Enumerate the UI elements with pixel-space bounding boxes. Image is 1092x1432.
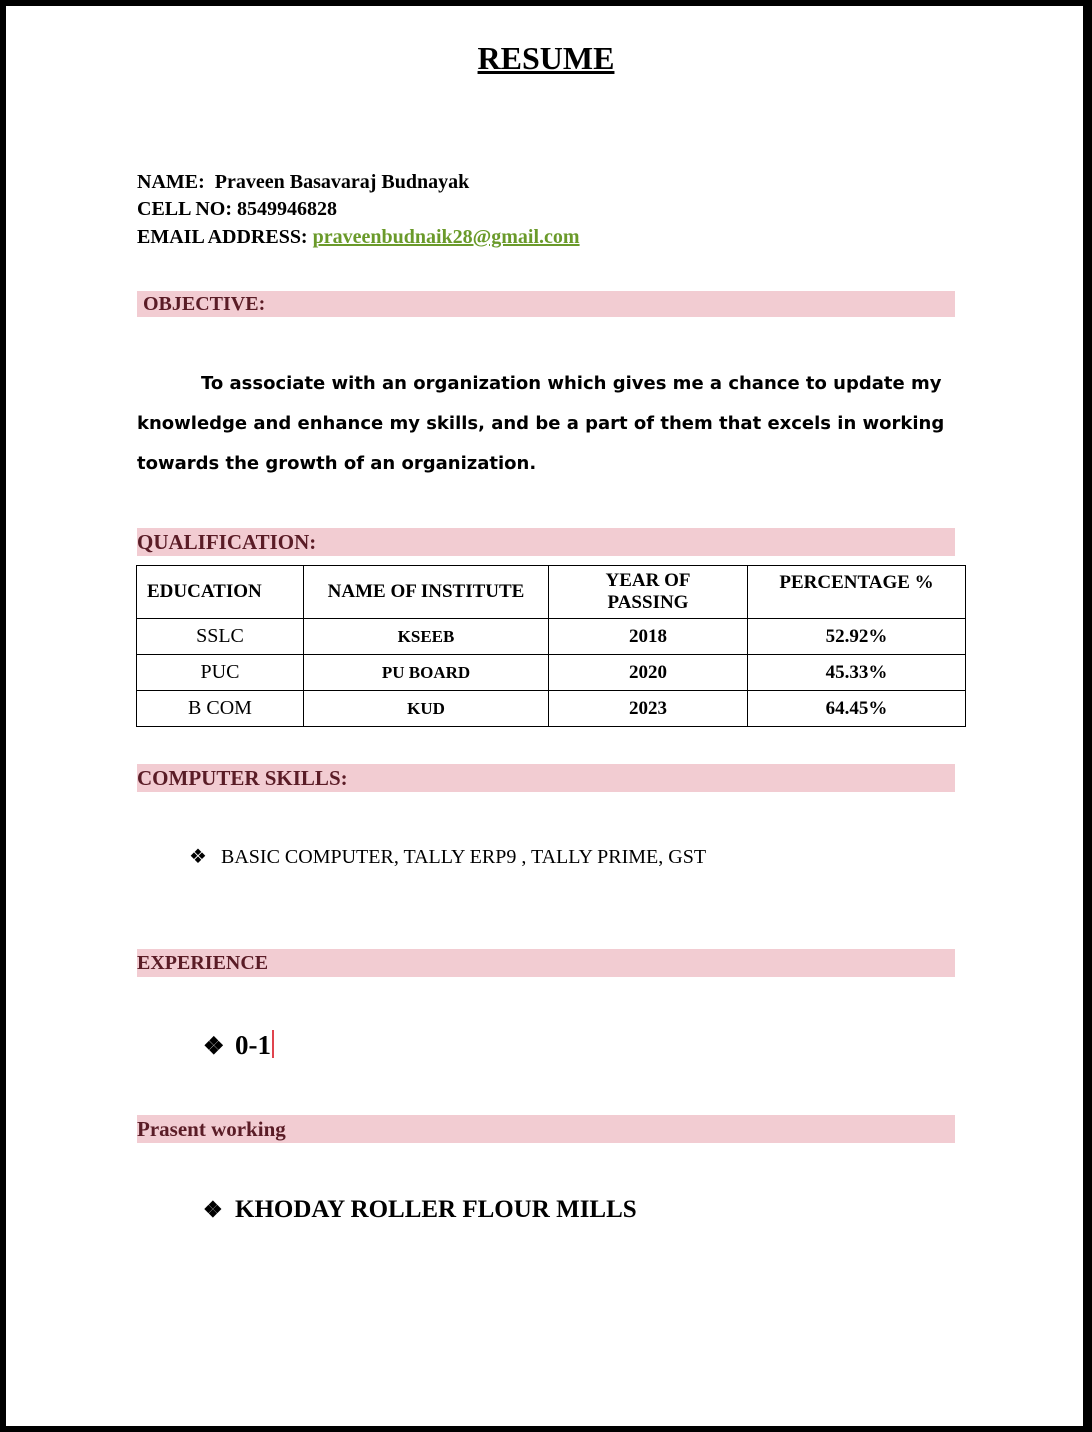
- experience-heading: EXPERIENCE: [137, 949, 955, 977]
- table-row: [137, 655, 966, 691]
- table-row: [137, 619, 966, 655]
- text-cursor: [272, 1030, 274, 1058]
- experience-value[interactable]: 0-1: [235, 1030, 271, 1060]
- email-line: [137, 223, 580, 251]
- cell-education: PUC: [137, 655, 304, 691]
- cell-year: 2018: [549, 619, 748, 655]
- cell-institute: KUD: [304, 691, 549, 727]
- skills-item: [189, 844, 706, 869]
- cell-year: 2023: [549, 691, 748, 727]
- present-working-value: KHODAY ROLLER FLOUR MILLS: [235, 1196, 637, 1223]
- present-working-item: [203, 1196, 637, 1224]
- computer-skills-heading: COMPUTER SKILLS:: [137, 764, 955, 792]
- cell-year: 2020: [549, 655, 748, 691]
- diamond-bullet-icon: ❖: [203, 1034, 225, 1060]
- cell-education: SSLC: [137, 619, 304, 655]
- cell-institute: PU BOARD: [304, 655, 549, 691]
- cell-percentage: 45.33%: [748, 655, 966, 691]
- qualification-table: [136, 565, 966, 727]
- col-year-label: YEAR OF PASSING: [605, 570, 691, 613]
- resume-title: RESUME: [477, 40, 615, 76]
- objective-text: [137, 364, 957, 484]
- skills-text: BASIC COMPUTER, TALLY ERP9 , TALLY PRIME, GST: [221, 846, 707, 868]
- col-institute: NAME OF INSTITUTE: [304, 566, 549, 619]
- resume-page: [6, 6, 1083, 1426]
- cell-value: 8549946828: [237, 198, 338, 220]
- col-percentage: PERCENTAGE %: [748, 566, 966, 619]
- table-header-row: [137, 566, 966, 619]
- diamond-bullet-icon: ❖: [203, 1197, 223, 1222]
- objective-paragraph: To associate with an organization which gives me a chance to update my knowledge and enhance my skills, and be a part of them that excels in working towards the growth of an organization.: [137, 373, 945, 474]
- cell-institute: KSEEB: [304, 619, 549, 655]
- experience-item: [203, 1030, 274, 1061]
- table-row: [137, 691, 966, 727]
- qualification-heading: QUALIFICATION:: [137, 528, 955, 556]
- email-label: EMAIL ADDRESS:: [137, 226, 308, 248]
- diamond-bullet-icon: ❖: [189, 846, 207, 868]
- cell-line: [137, 195, 337, 223]
- cell-percentage: 52.92%: [748, 619, 966, 655]
- name-label: NAME:: [137, 171, 205, 193]
- col-year: [549, 566, 748, 619]
- name-value: Praveen Basavaraj Budnayak: [214, 171, 470, 193]
- cell-education: B COM: [137, 691, 304, 727]
- cell-label: CELL NO:: [137, 198, 233, 220]
- objective-heading: OBJECTIVE:: [137, 291, 955, 317]
- name-line: [137, 168, 469, 196]
- email-link[interactable]: praveenbudnaik28@gmail.com: [312, 226, 580, 248]
- col-education: EDUCATION: [137, 566, 304, 619]
- cell-percentage: 64.45%: [748, 691, 966, 727]
- present-working-heading: Prasent working: [137, 1115, 955, 1143]
